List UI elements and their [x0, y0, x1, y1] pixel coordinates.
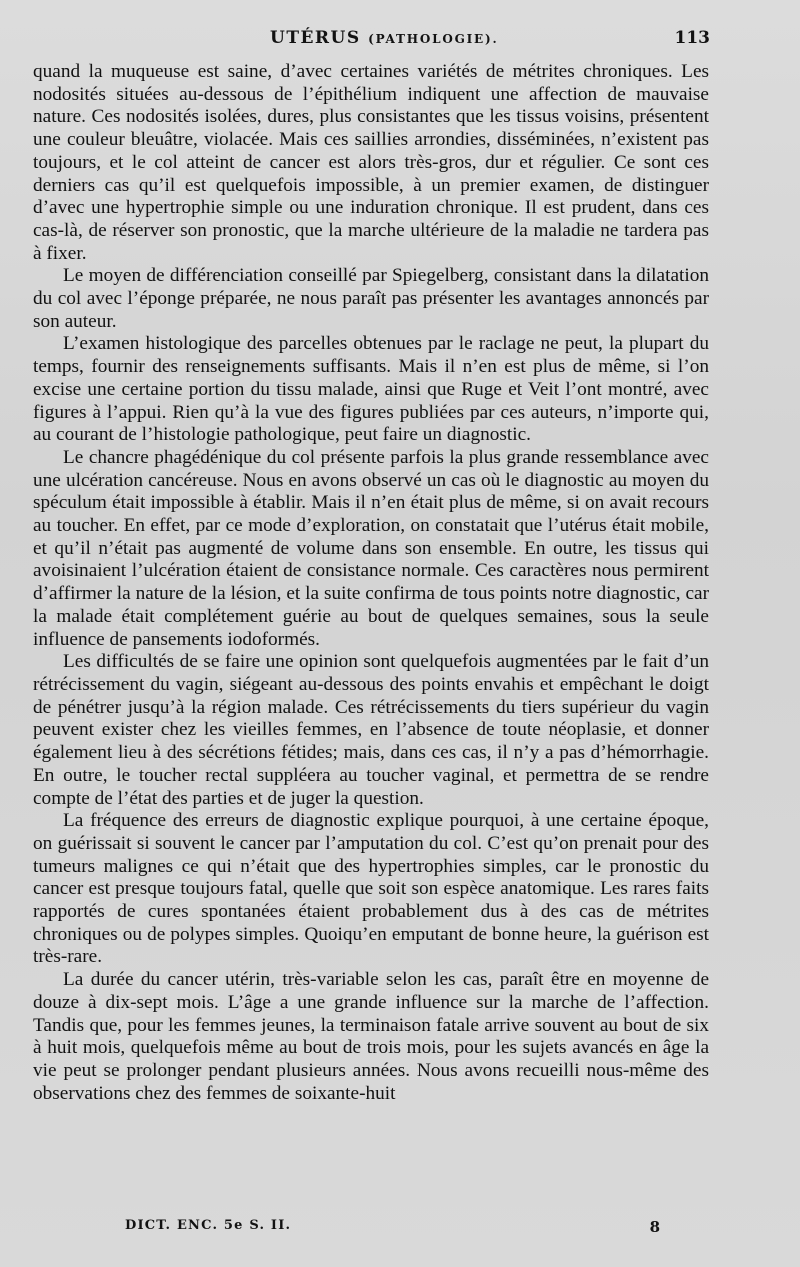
paragraph-frequence-erreurs: La fréquence des erreurs de diagnostic explique pourquoi, à une certaine époque, on guérissait si souvent le cancer par l’amputation du col. C’est qu’on prenait pour des tumeurs malignes ce qui n’était que des hypertrophies simples, car le pronostic du cancer est presque toujours fatal, quelle que soit son espèce anatomique. Les rares faits rapportés de cures spontanées étaient probablement dus à des cas de métrites chroniques ou de polypes simples. Quoiqu’en emputant de bonne heure, la guérison est très-rare.	[33, 810, 709, 968]
paragraph-duree-cancer: La durée du cancer utérin, très-variable selon les cas, paraît être en moyenne de douze à dix-sept mois. L’âge a une grande influence sur la marche de l’affection. Tandis que, pour les femmes jeunes, la terminaison fatale arrive souvent au bout de six à huit mois, quelquefois même au bout de trois mois, pour les sujets avancés en âge la vie peut se prolonger pendant plusieurs années. Nous avons recueilli nous-même des observations chez des femmes de soixante-huit	[33, 969, 709, 1104]
running-title	[270, 28, 498, 48]
paragraph-histologie: L’examen histologique des parcelles obtenues par le raclage ne peut, la plupart du temps, fournir des renseignements suffisants. Mais il n’en est plus de même, si l’on excise une certaine portion du tissu malade, ainsi que Ruge et Veit l’ont montré, avec figures à l’appui. Rien qu’à la vue des figures publiées par ces auteurs, n’importe qui, au courant de l’histologie pathologique, peut faire un diagnostic.	[33, 333, 709, 446]
paragraph-difficultes: Les difficultés de se faire une opinion sont quelquefois augmentées par le fait d’un rétrécissement du vagin, siégeant au-dessous des points envahis et empêchant le doigt de pénétrer jusqu’à la région malade. Ces rétrécissements du tiers supérieur du vagin peuvent exister chez les vieilles femmes, en l’absence de toute néoplasie, et donner également lieu à des sécrétions fétides; mais, dans ces cas, il n’y a pas d’hémorrhagie. En outre, le toucher rectal suppléera au toucher vaginal, et permettra de se rendre compte de l’état des parties et de juger la question.	[33, 651, 709, 809]
sheet-number: 8	[649, 1218, 660, 1236]
running-title-main: UTÉRUS	[270, 28, 361, 48]
paragraph-continuation: quand la muqueuse est saine, d’avec certaines variétés de métrites chroniques. Les nodosités situées au-dessous de l’épithélium indiquent une affection de mauvaise nature. Ces nodosités isolées, dures, plus consistantes que les tissus voisins, présentent une couleur bleuâtre, violacée. Mais ces saillies arrondies, disséminées, n’existent pas toujours, et le col atteint de cancer est alors très-gros, dur et régulier. Ce sont ces derniers cas qu’il est quelquefois impossible, à un premier examen, de distinguer d’avec une hypertrophie simple ou une induration chronique. Il est prudent, dans ces cas-là, de réserver son pronostic, que la marche ultérieure de la maladie ne tardera pas à fixer.	[33, 61, 709, 264]
page-header	[30, 28, 710, 58]
paragraph-spiegelberg: Le moyen de différenciation conseillé par Spiegelberg, consistant dans la dilatation du col avec l’éponge préparée, ne nous paraît pas présenter les avantages annoncés par son auteur.	[33, 265, 709, 332]
printer-signature: DICT. ENC. 5e S. II.	[125, 1218, 292, 1233]
body-text	[33, 61, 709, 1105]
paragraph-chancre: Le chancre phagédénique du col présente parfois la plus grande ressemblance avec une ulcération cancéreuse. Nous en avons observé un cas où le diagnostic au moyen du spéculum était impossible à établir. Mais il n’en était plus de même, si on avait recours au toucher. En effet, par ce mode d’exploration, on constatait que l’utérus était mobile, et qu’il n’était pas augmenté de volume dans son ensemble. En outre, les tissus qui avoisinaient l’ulcération étaient de consistance normale. Ces caractères nous permirent d’affirmer la nature de la lésion, et la suite confirma de tous points notre diagnostic, car la malade était complétement guérie au bout de quelques semaines, sous la seule influence de pansements iodoformés.	[33, 446, 709, 650]
running-title-subtitle: (PATHOLOGIE).	[368, 32, 499, 46]
page-footer	[125, 1218, 660, 1242]
page-number: 113	[674, 28, 710, 48]
